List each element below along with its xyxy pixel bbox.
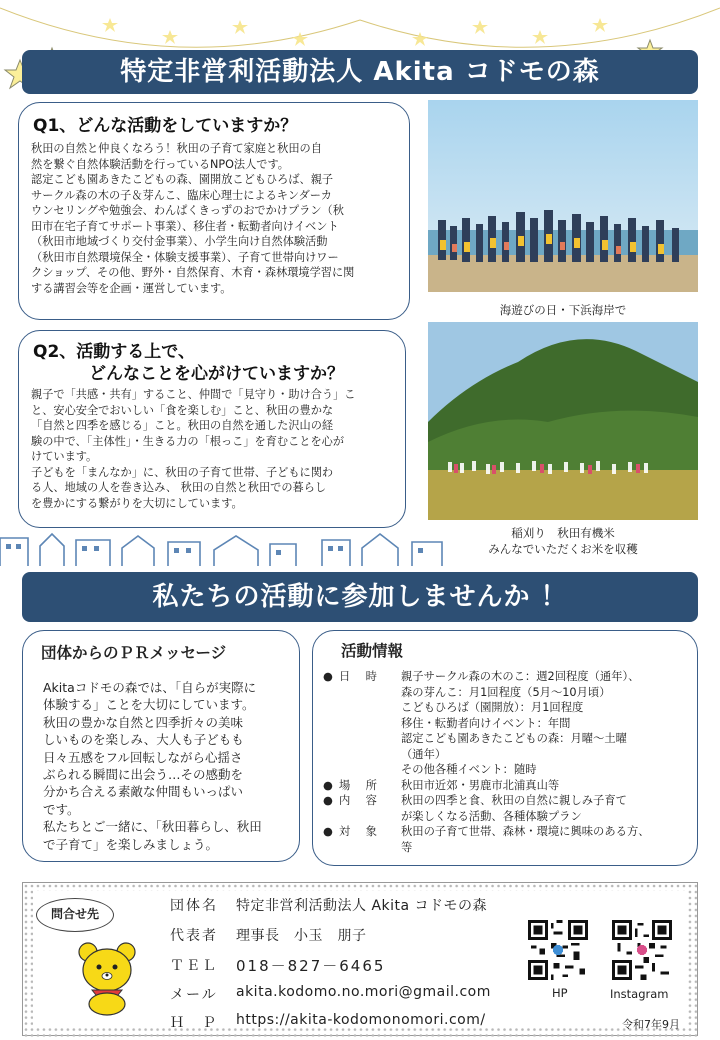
contact-mail-row xyxy=(170,984,491,1004)
activity-row-content xyxy=(323,793,693,824)
star-icon xyxy=(592,18,608,32)
star-icon xyxy=(412,32,428,46)
activity-value-line: 親子サークル森の木のこ：週2回程度（通年）、 xyxy=(401,670,640,683)
activity-value-line: 認定こども園あきたこどもの森：月曜～土曜 xyxy=(401,732,627,745)
q2-title-line2: どんなことを心がけていますか？ xyxy=(89,364,344,384)
bullet-icon: ● xyxy=(323,778,333,792)
photo1-caption: 海遊びの日・下浜海岸で xyxy=(499,303,627,317)
activity-value xyxy=(401,793,693,824)
contact-rep-key: 代表者 xyxy=(170,928,218,944)
issue-date: 令和7年9月 xyxy=(622,1018,680,1031)
activity-value-line: こどもひろば（園開放）：月1回程度 xyxy=(401,701,584,714)
activity-value-line: 秋田の子育て世帯、森林・環境に興味のある方、 xyxy=(401,825,650,838)
contact-org-row xyxy=(170,895,487,915)
q2-title-line1: Q2、活動する上で、 xyxy=(33,342,195,362)
activity-bubble xyxy=(312,630,698,866)
activity-key: 場 所 xyxy=(339,778,379,792)
photo2-caption-line1: 稲刈り 秋田有機米 xyxy=(511,526,615,540)
contact-hp-key: Ｈ Ｐ xyxy=(170,1015,218,1031)
activity-value-line: 秋田市近郊・男鹿市北浦真山等 xyxy=(401,778,560,792)
contact-hp-link[interactable]: https://akita-kodomonomori.com/ xyxy=(236,1012,486,1028)
contact-rep-value: 理事長 小玉 朋子 xyxy=(236,928,367,944)
activity-row-datetime xyxy=(323,669,693,778)
rice-harvest-photo xyxy=(428,322,698,520)
contact-org-value: 特定非営利活動法人 Akita コドモの森 xyxy=(236,898,488,914)
contact-mail-value[interactable]: akita.kodomo.no.mori@gmail.com xyxy=(236,984,491,1000)
contact-tag: 問合せ先 xyxy=(36,898,114,932)
star-icon xyxy=(292,32,308,46)
activity-row-target xyxy=(323,824,693,855)
beach-group-photo xyxy=(428,100,698,292)
contact-tel-row xyxy=(170,955,385,976)
bear-mascot-icon xyxy=(74,940,140,1016)
bullet-icon: ● xyxy=(323,670,333,683)
q1-body: 秋田の自然と仲良くなろう！秋田の子育て家庭と秋田の自 然を繋ぐ自然体験活動を行っているNPO法人です。 認定こども園あきたこどもの森、園開放こどもひろば、親子 サークル森の木の子＆芽んこ、臨床心理士によるキンダーカ ウンセリングや勉強会、わんぱくきっずのおでかけプラン（秋 田市在宅子育てサポート事業）、移住者・転勤者向けイベント （秋田市地域づくり交付金事業）、小学生向け自然体験活動 （秋田市自然環境保全・体験支援事業）、子育て世帯向けワー クショップ、その他、野外・自然保育、木育・森林環境学習に関 する講習会等を企画・運営しています。 xyxy=(31,142,355,295)
q2-title xyxy=(33,341,344,385)
activity-value-line: 森の芽んこ：月1回程度（5月～10月頃） xyxy=(401,685,611,699)
qr-code-hp[interactable] xyxy=(528,920,588,980)
q2-body: 親子で「共感・共有」すること、仲間で「見守り・助け合う」こ と、安心安全でおいしい「食を楽しむ」こと、秋田の豊かな 「自然と四季を感じる」こと。秋田の自然を通した沢山の経 験の中で、「主体性」・生きる力の「根っこ」を育むことを心が けています。 子どもを「まんなか」に、秋田の子育て世帯、子どもに関わ る人、地域の人を巻き込み、 秋田の自然と秋田での暮らし を豊かにする繋がりを大切にしています。 xyxy=(31,388,356,510)
photo2-caption-line2: みんなでいただくお米を収穫 xyxy=(488,542,638,556)
qr-instagram-label: Instagram xyxy=(610,987,669,1001)
q2-bubble xyxy=(18,330,406,528)
star-icon xyxy=(232,20,248,34)
activity-row-place xyxy=(323,778,693,794)
contact-mail-key: メール xyxy=(170,987,218,1003)
join-banner: 私たちの活動に参加しませんか ！ xyxy=(22,572,698,622)
activity-key: 日 時 xyxy=(339,670,379,683)
pr-body: Akitaコドモの森では、「自らが実際に 体験する」ことを大切にしています。 秋田の豊かな自然と四季折々の美味 しいものを楽しみ、大人も子どもも 日々五感をフル回転しながら心揺さ ぶられる瞬間に出会う…その感動を 分かち合える素敵な仲間もいっぱい です。 私たちとご一緒に、「秋田暮らし、秋田 で子育て」を楽しみましょう。 xyxy=(43,680,262,852)
star-icon xyxy=(472,20,488,34)
pr-bubble xyxy=(22,630,300,862)
activity-value-line: 移住・転勤者向けイベント：年間 xyxy=(401,716,571,730)
q1-title: Q1、どんな活動をしていますか？ xyxy=(33,116,298,136)
star-icon xyxy=(162,30,178,44)
bullet-icon: ● xyxy=(323,825,333,838)
contact-rep-row xyxy=(170,925,367,945)
activity-value-line: （通年） xyxy=(401,747,447,761)
activity-value-line: 等 xyxy=(401,840,413,854)
activity-value-line: 秋田の四季と食、秋田の自然に親しみ子育て xyxy=(401,794,627,807)
activity-value xyxy=(401,778,693,794)
skyline-decoration xyxy=(0,526,720,570)
activity-value-line: が楽しくなる活動、各種体験プラン xyxy=(401,809,582,823)
star-icon xyxy=(532,30,548,44)
q1-bubble xyxy=(18,102,410,320)
page-title: 特定非営利活動法人 Akita コドモの森 xyxy=(22,50,698,94)
activity-value-line: その他各種イベント：随時 xyxy=(401,763,537,776)
activity-value xyxy=(401,669,693,778)
activity-title: 活動情報 xyxy=(341,642,404,660)
qr-code-instagram[interactable] xyxy=(612,920,672,980)
contact-tel-key: ＴＥＬ xyxy=(170,958,218,974)
activity-table xyxy=(323,669,693,855)
contact-org-key: 団体名 xyxy=(170,898,218,914)
contact-hp-row xyxy=(170,1012,486,1032)
star-icon xyxy=(102,18,118,32)
activity-key: 内 容 xyxy=(339,794,379,807)
bullet-icon: ● xyxy=(323,794,333,807)
activity-key: 対 象 xyxy=(339,825,379,838)
qr-hp-label: HP xyxy=(552,986,568,1000)
pr-title: 団体からのＰＲメッセージ xyxy=(41,644,227,662)
activity-value xyxy=(401,824,693,855)
contact-tel-value: 018－827－6465 xyxy=(236,957,386,975)
